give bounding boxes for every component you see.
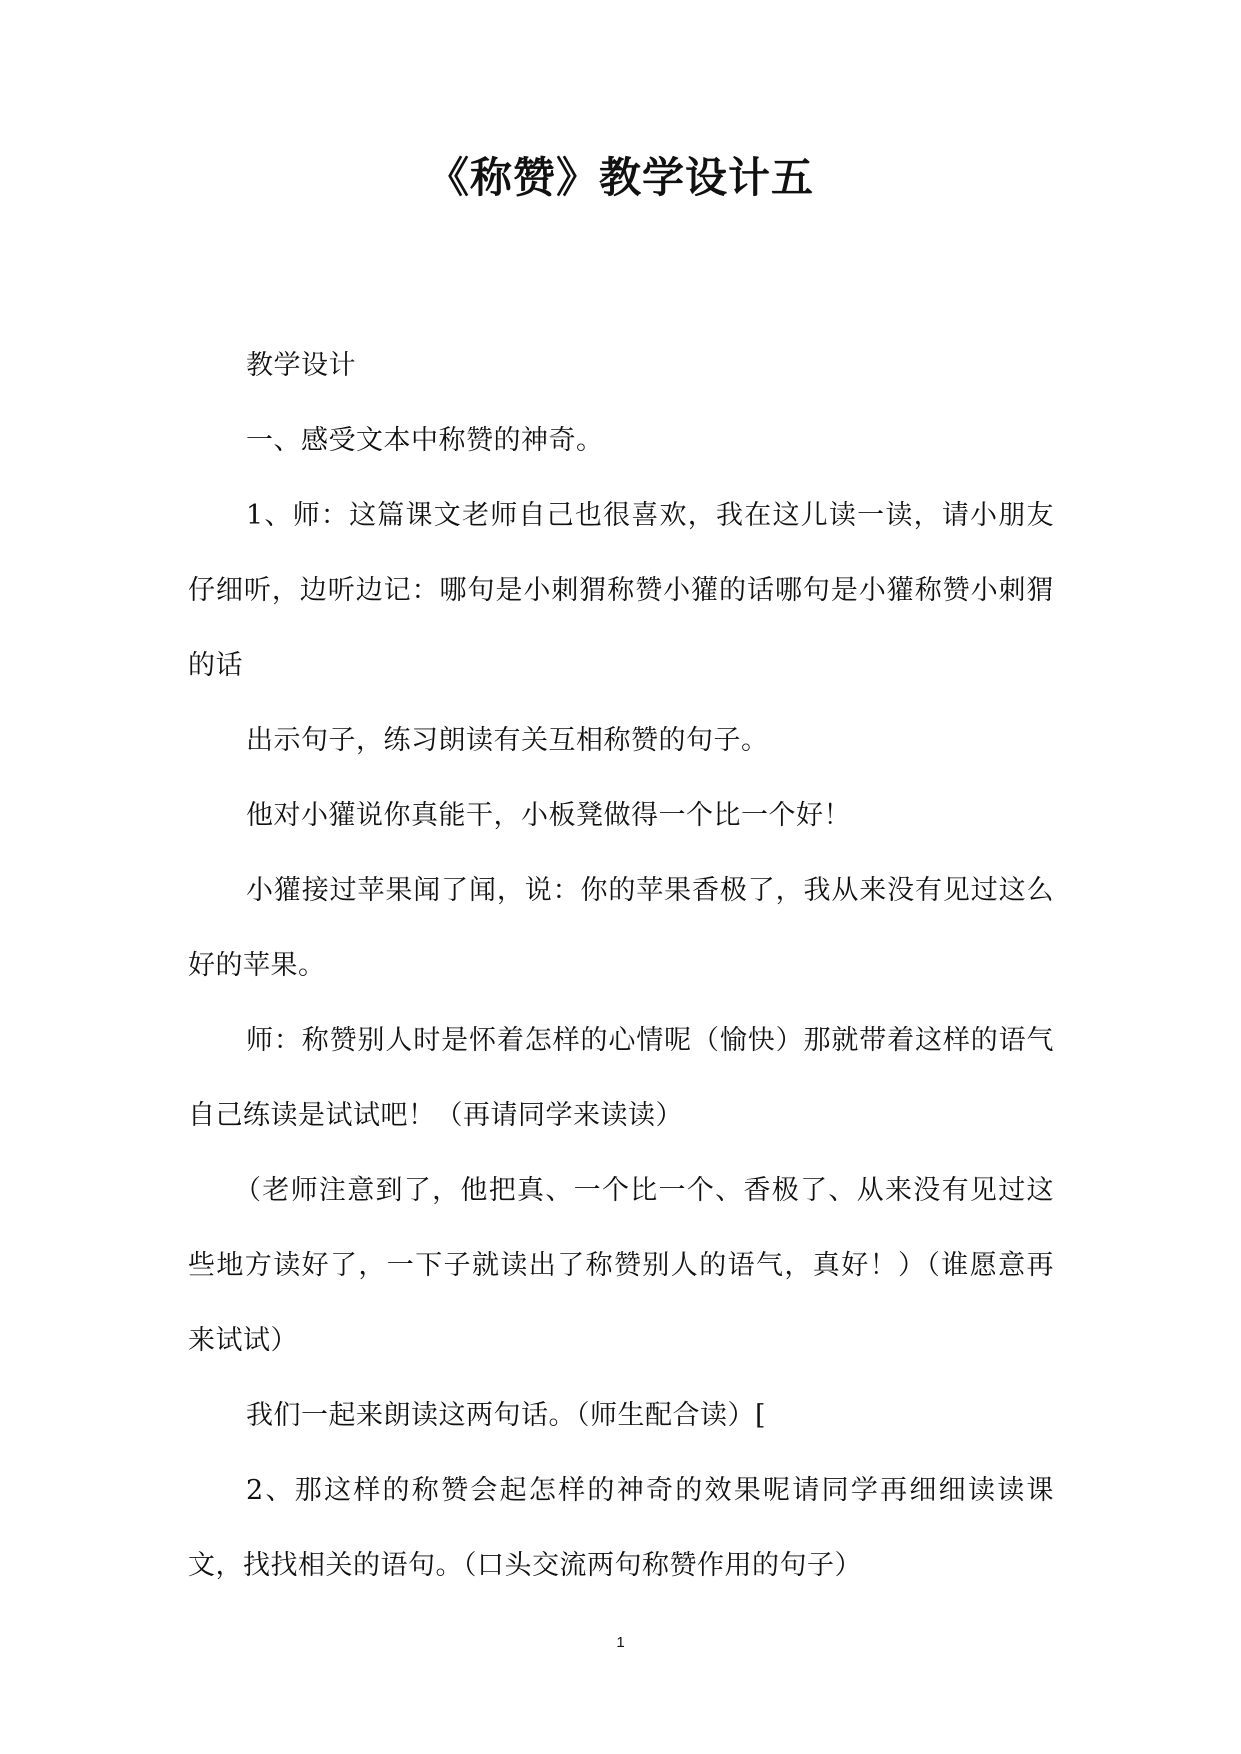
paragraph: 他对小獾说你真能干，小板凳做得一个比一个好！ — [246, 800, 851, 831]
paragraph: 小獾接过苹果闻了闻，说：你的苹果香极了，我从来没有见过这么好的苹果。 — [188, 875, 1054, 981]
paragraph: 教学设计 — [246, 350, 356, 381]
paragraph: （老师注意到了，他把真、一个比一个、香极了、从来没有见过这些地方读好了，一下子就读出了称赞别人的语气，真好！）（谁愿意再来试试） — [188, 1175, 1054, 1356]
page-number: 1 — [616, 1634, 625, 1651]
paragraph: 师：称赞别人时是怀着怎样的心情呢（愉快）那就带着这样的语气自己练读是试试吧！（再请同学来读读） — [188, 1025, 1054, 1131]
paragraph: 出示句子，练习朗读有关互相称赞的句子。 — [246, 725, 769, 756]
document-body — [188, 328, 1054, 1603]
paragraph: 一、感受文本中称赞的神奇。 — [246, 425, 604, 456]
paragraph: 2、那这样的称赞会起怎样的神奇的效果呢请同学再细细读读课文，找找相关的语句。（口头交流两句称赞作用的句子） — [188, 1475, 1054, 1581]
paragraph: 我们一起来朗读这两句话。（师生配合读）[ — [246, 1400, 767, 1431]
paragraph: 1、师：这篇课文老师自己也很喜欢，我在这儿读一读，请小朋友仔细听，边听边记：哪句是小刺猬称赞小獾的话哪句是小獾称赞小刺猬的话 — [188, 500, 1054, 681]
document-title: 《称赞》教学设计五 — [426, 153, 814, 202]
